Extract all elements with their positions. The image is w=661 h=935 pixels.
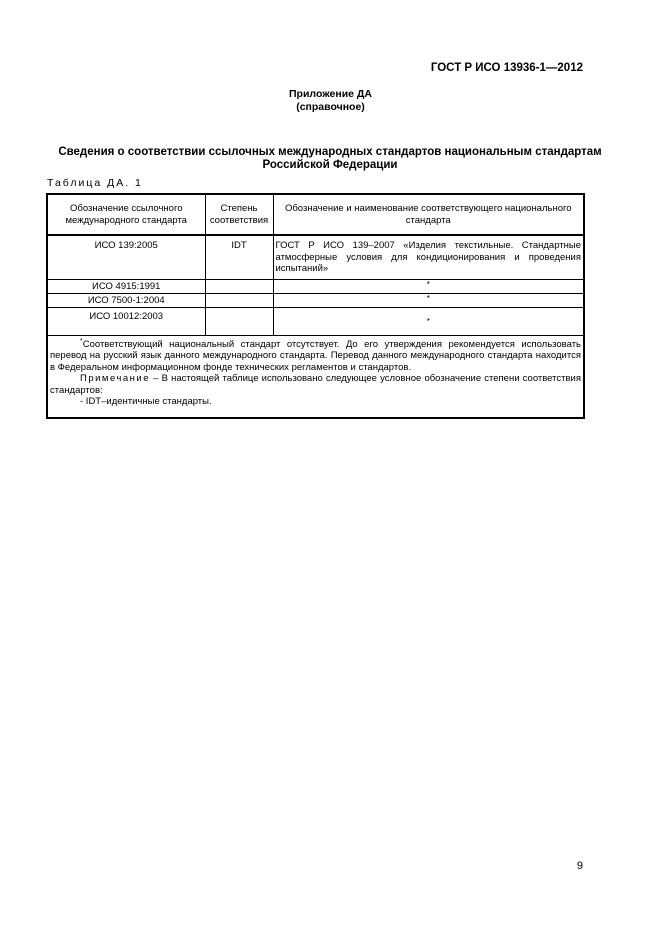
header-degree: Степень соответствия: [205, 194, 273, 235]
page-number: 9: [576, 860, 583, 872]
table-footnote: [47, 335, 584, 418]
table-row: [47, 307, 584, 335]
table-header-row: [47, 194, 584, 235]
section-title: [40, 146, 620, 172]
note-paragraph: [50, 373, 581, 396]
document-code: ГОСТ Р ИСО 13936-1—2012: [430, 62, 583, 74]
cell-intl: ИСО 4915:1991: [47, 279, 205, 293]
section-title-line-1: Сведения о соответствии ссылочных международных стандартов национальным стандартам: [58, 146, 602, 158]
note-text: – В настоящей таблице использовано следующее условное обозначение степени соответствия стандартов:: [50, 373, 581, 396]
table-row: [47, 279, 584, 293]
header-intl-standard: Обозначение ссылочного международного стандарта: [47, 194, 205, 235]
cell-intl: ИСО 139:2005: [47, 235, 205, 279]
note-label: Примечание: [80, 373, 150, 384]
section-title-line-2: Российской Федерации: [262, 159, 398, 171]
annex-title: Приложение ДА: [289, 88, 372, 100]
cell-national-missing: *: [273, 279, 584, 293]
cell-intl: ИСО 10012:2003: [47, 307, 205, 335]
idt-definition: - IDT–идентичные стандарты.: [80, 396, 212, 407]
footnote-marker: *: [80, 337, 83, 345]
table-row: [47, 235, 584, 279]
cell-national-missing: *: [273, 307, 584, 335]
cell-degree: [205, 279, 273, 293]
table-caption: Таблица ДА. 1: [47, 177, 143, 189]
cell-national: ГОСТ Р ИСО 139–2007 «Изделия текстильные. Стандартные атмосферные условия для кондиционирования и проведения испытаний»: [273, 235, 584, 279]
table-row: [47, 293, 584, 307]
footnote-paragraph: [50, 339, 581, 374]
cell-degree: IDT: [205, 235, 273, 279]
cell-degree: [205, 307, 273, 335]
cell-national-missing: *: [273, 293, 584, 307]
header-national-standard: Обозначение и наименование соответствующего национального стандарта: [273, 194, 584, 235]
cell-degree: [205, 293, 273, 307]
annex-heading: [0, 88, 661, 114]
correspondence-table: [46, 193, 585, 419]
cell-intl: ИСО 7500-1:2004: [47, 293, 205, 307]
table-footnote-row: [47, 335, 584, 418]
annex-subtitle: (справочное): [296, 101, 365, 113]
footnote-text: Соответствующий национальный стандарт отсутствует. До его утверждения рекомендуется использовать перевод на русский язык данного международного стандарта. Перевод данного международного стандарта находится в Федеральном информационном фонде технических регламентов и стандартов.: [50, 338, 581, 373]
